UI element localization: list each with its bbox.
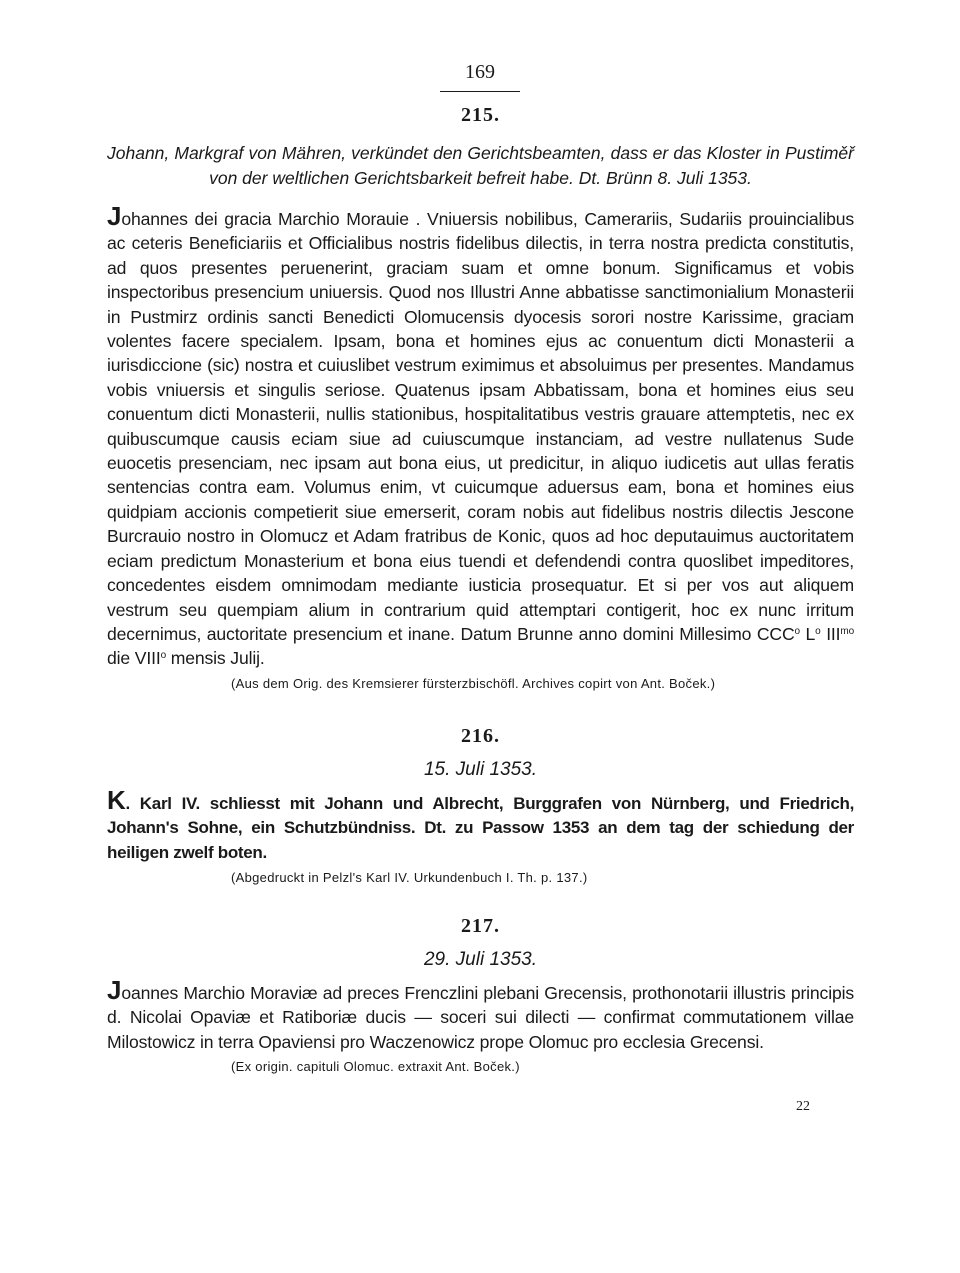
drop-initial: J	[107, 975, 122, 1005]
document-text	[107, 975, 854, 1054]
document-number: 217.	[461, 915, 500, 937]
text-part: ohannes dei gracia Marchio Morauie . Vniuersis nobilibus, Camerariis, Sudariis prouincialibus ac ceteris Beneficiariis et Officialibus nostris fidelibus dilectis, in terra nostra predicta constitutis, ad quos presentes peruenerint, graciam suam et omne bonum. Significamus et vobis inspectoribus presencium uniuersis. Quod nos Illustri Anne abbatisse sanctimonialium Monasterii in Pustmirz ordinis sancti Benedicti Olomucensis dyocesis sorori nostre Karissime, graciam volentes facere specialem. Ipsam, bona et homines ejus ac conuentum dicti Monasterii a iurisdiccione (sic) nostra et cuiuslibet vestrum eximimus et absoluimus per presentes. Mandamus vobis vniuersis et singulis seriose. Quatenus ipsam Abbatissam, bona et homines eius seu conuentum dicti Monasterii, nullis stationibus, hospitalitatibus vestris grauare attemptetis, nec ex quibuscumque causis eciam siue ad cuiuscumque instanciam, ad vestre nullatenus Sude euocetis presenciam, nec ipsam aut bona eius, ut predicitur, in aliquo iudicetis aut ullas feratis sentencias contra eam. Volumus enim, vt cuicumque aduersus eam, bona et homines eius quidpiam accionis competierit siue emerserit, coram nobis aut fidelibus nostris dilectis Jescone Burcrauio nostro in Olomucz et Adam fratribus de Konic, quos ad hoc deputauimus auctoritatem eciam predictum Monasterium et bona eius tuendi et defendendi contra quoslibet impeditores, concedentes eisdem omnimodam mediante iusticia prosequatur. Et si per vos aut aliquem vestrum seu quempiam alium in contrarium quid attemptari contigerit, hoc ex nunc irritum decernimus, auctoritate presencium et inane. Datum Brunne anno domini Millesimo CCC	[107, 209, 854, 644]
document-216	[107, 724, 854, 887]
drop-initial: J	[107, 201, 122, 231]
text-part: . Karl IV. schliesst mit Johann und Albrecht, Burggrafen von Nürnberg, und Friedrich, Johann's Sohne, ein Schutzbündniss. Dt. zu Passow 1353 an dem tag der schiedung der heiligen zwelf boten.	[107, 794, 854, 862]
printer-signature: 22	[796, 1099, 810, 1114]
document-number: 215.	[461, 104, 500, 126]
document-215	[107, 103, 854, 693]
text-part: oannes Marchio Moraviæ ad preces Frenczlini plebani Grecensis, prothonotarii illustris principis d. Nicolai Opaviæ et Ratiboriæ ducis — soceri sui dilecti — confirmat commutationem villae Milostowicz in terra Opaviensi pro Waczenowicz prope Olomuc pro ecclesia Grecensi.	[107, 983, 854, 1052]
header-rule	[440, 91, 520, 92]
source-note: (Aus dem Orig. des Kremsierer fürsterzbischöfl. Archives copirt von Ant. Boček.)	[231, 675, 716, 691]
text-part: L	[799, 623, 816, 644]
text-part: die VIII	[107, 648, 161, 669]
document-regest: Johann, Markgraf von Mähren, verkündet den Gerichtsbeamten, dass er das Kloster in Pustiměř von der weltlichen Gerichtsbarkeit befreit habe. Dt. Brünn 8. Juli 1353.	[107, 143, 854, 188]
source-note: (Abgedruckt in Pelzl's Karl IV. Urkundenbuch I. Th. p. 137.)	[231, 870, 588, 886]
document-text	[107, 785, 854, 865]
document-date: 29. Juli 1353.	[423, 949, 538, 970]
document-text	[107, 201, 854, 671]
document-date: 15. Juli 1353.	[423, 759, 538, 780]
superscript: o	[794, 625, 800, 637]
superscript: mo	[840, 625, 854, 637]
superscript: o	[160, 650, 166, 662]
superscript: o	[815, 625, 821, 637]
document-number: 216.	[461, 725, 500, 747]
source-note: (Ex origin. capituli Olomuc. extraxit Ant. Boček.)	[231, 1059, 520, 1075]
page-number: 169	[465, 61, 495, 83]
document-217	[107, 914, 854, 1076]
text-part: III	[820, 623, 841, 644]
text-part: mensis Julij.	[166, 648, 265, 669]
drop-initial: K	[107, 785, 126, 815]
